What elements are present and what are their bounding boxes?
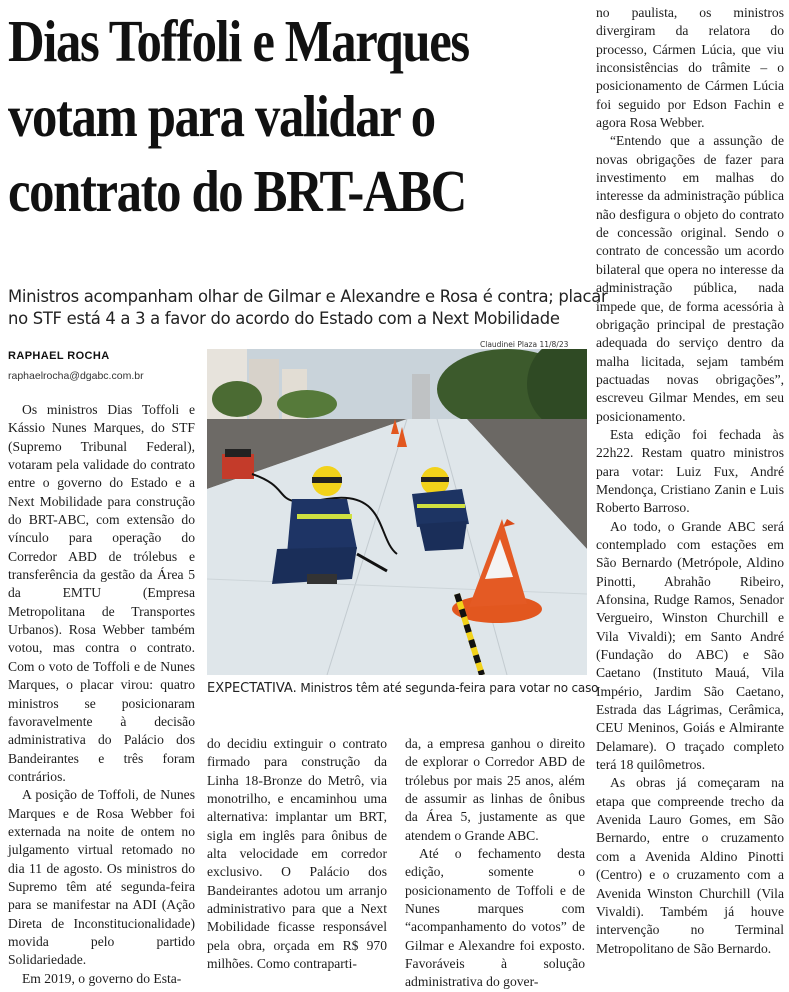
byline-email: raphaelrocha@dgabc.com.br bbox=[8, 370, 144, 382]
deck-subtitle bbox=[8, 286, 608, 330]
headline bbox=[8, 4, 507, 229]
body-column-4 bbox=[596, 4, 784, 958]
deck-line-2: no STF está 4 a 3 a favor do acordo do Estado com a Next Mobilidade bbox=[8, 309, 560, 328]
caption-text: Ministros têm até segunda-feira para votar no caso bbox=[300, 681, 599, 695]
paragraph: As obras já começaram na etapa que compreende trecho da Avenida Lauro Gomes, em São Bernardo, entre o cruzamento com a Avenida Aldino Pinotti (Centro) e o cruzamento com a Avenida Winston Churchill (Vila Vivaldi). Também já houve intervenção no Terminal Metropolitano de São Bernardo. bbox=[596, 775, 784, 956]
body-column-2 bbox=[207, 735, 387, 973]
paragraph: no paulista, os ministros divergiram da relatora do processo, Cármen Lúcia, que viu inconsistências do trâmite – o posicionamento de Cármen Lúcia foi seguido por Edson Fachin e agora Rosa Webber. bbox=[596, 5, 784, 131]
caption-kicker: EXPECTATIVA. bbox=[207, 681, 297, 696]
paragraph: da, a empresa ganhou o direito de explorar o Corredor ABD de trólebus por mais 25 anos, além de assumir as linhas de ônibus da Área 5, justamente as que atendem o Grande ABC. bbox=[405, 736, 585, 843]
deck-line-1: Ministros acompanham olhar de Gilmar e Alexandre e Rosa é contra; placar bbox=[8, 287, 608, 306]
news-photo bbox=[207, 349, 587, 675]
headline-line-2: votam para validar o bbox=[8, 83, 435, 149]
body-column-3 bbox=[405, 735, 585, 992]
headline-line-1: Dias Toffoli e Marques bbox=[8, 8, 469, 74]
paragraph: do decidiu extinguir o contrato firmado para construção da Linha 18-Bronze do Metrô, via monotrilho, e encaminhou uma alternativa: implantar um BRT, sigla em inglês para ônibus de alta velocidade em corredor exclusivo. O Palácio dos Bandeirantes adotou um arranjo administrativo para que a Next Mobilidade ficasse responsável pela obra, orçada em R$ 970 milhões. Como contraparti- bbox=[207, 736, 387, 972]
photo-caption bbox=[207, 681, 597, 696]
paragraph: A posição de Toffoli, de Nunes Marques e de Rosa Webber foi externada na noite de ontem no julgamento virtual retomado no dia 11 de agosto. Os ministros do Supremo têm até segunda-feira para se manifestar na ADI (Ação Direta de Inconstitucionalidade) movida pelo partido Solidariedade. bbox=[8, 787, 195, 968]
paragraph: Esta edição foi fechada às 22h22. Restam quatro ministros para votar: Luiz Fux, André Mendonça, Cristiano Zanin e Luis Roberto Barroso. bbox=[596, 426, 784, 516]
body-column-1 bbox=[8, 401, 195, 988]
paragraph: Os ministros Dias Toffoli e Kássio Nunes Marques, do STF (Supremo Tribunal Federal), votaram pela validade do contrato entre o governo do Estado e a Next Mobilidade para construção do BRT-ABC, com extensão do vínculo para operação do Corredor ABD de trólebus e transferência da gestão da Área 5 da EMTU (Empresa Metropolitana de Transportes Urbanos). Rosa Webber também votou, mas contra o contrato. Com o voto de Toffoli e de Nunes Marques, o placar virou: quatro ministros se posicionaram favoravelmente à decisão administrativa do Palácio dos Bandeirantes e três foram contrários. bbox=[8, 402, 195, 784]
paragraph: Ao todo, o Grande ABC será contemplado com estações em São Bernardo (Metrópole, Aldino Pinotti, Abrahão Ribeiro, Afonsina, Rudge Ramos, Senador Vergueiro, Winston Churchill e Vila Vivaldi); em Santo André (Fundação do ABC) e São Caetano (Instituto Mauá, Vila Império, Jardim São Caetano, Estrada das Lágrimas, Cerâmica, CEU Meninos, Goiás e Almirante Delamare). O traçado completo terá 18 quilômetros. bbox=[596, 518, 784, 773]
headline-line-3: contrato do BRT-ABC bbox=[8, 158, 466, 224]
paragraph: Em 2019, o governo do Esta- bbox=[22, 970, 182, 986]
paragraph: “Entendo que a assunção de novas obrigações de fazer para investimento em malhas do interesse da administração pública não desfigura o objeto do contrato de concessão original. Sendo o contrato de concessão um acordo bilateral que opera no interesse da administração pública, nada impede que, de forma acessória à obrigação principal de prestação adequada do serviço dentro da malha licitada, sejam também pactuadas novas obrigações”, escreveu Gilmar Mendes, em seu posicionamento. bbox=[596, 133, 784, 424]
photo-illustration bbox=[207, 349, 587, 675]
byline-author: RAPHAEL ROCHA bbox=[8, 350, 110, 362]
paragraph: Até o fechamento desta edição, somente o posicionamento de Toffoli e de Nunes marques com “acompanhamento do votos” de Gilmar e Alexandre foi exposto. Favoráveis à solução administrativa do gover- bbox=[405, 846, 585, 990]
photo-credit: Claudinei Plaza 11/8/23 bbox=[480, 340, 569, 349]
